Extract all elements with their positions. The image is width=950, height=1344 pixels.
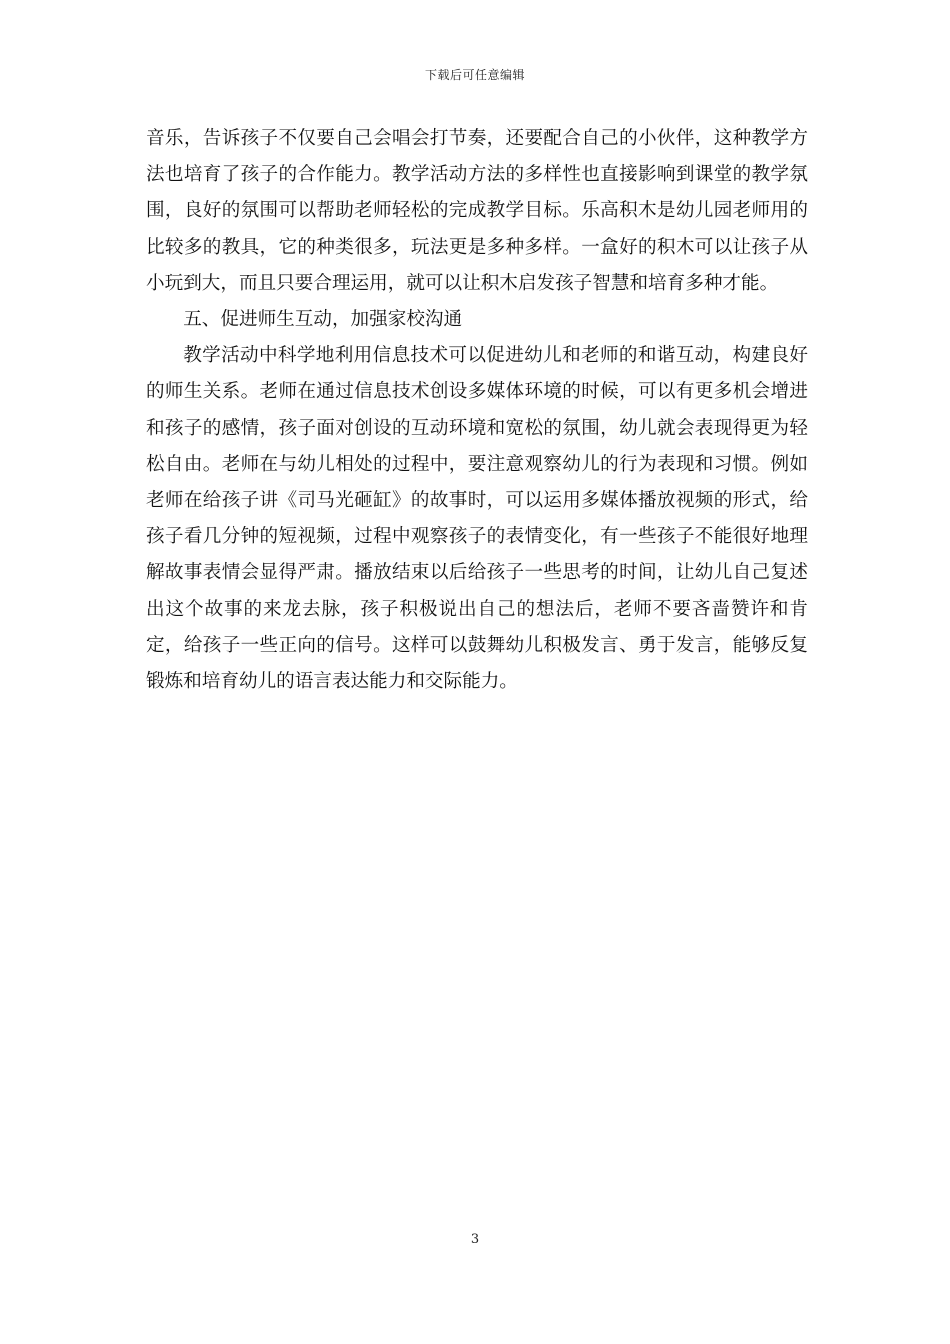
page-number: 3	[470, 1232, 480, 1247]
paragraph: 教学活动中科学地利用信息技术可以促进幼儿和老师的和谐互动，构建良好的师生关系。老师在通过信息技术创设多媒体环境的时候，可以有更多机会增进和孩子的感情，孩子面对创设的互动环境和宽松的氛围，幼儿就会表现得更为轻松自由。老师在与幼儿相处的过程中，要注意观察幼儿的行为表现和习惯。例如老师在给孩子讲《司马光砸缸》的故事时，可以运用多媒体播放视频的形式，给孩子看几分钟的短视频，过程中观察孩子的表情变化，有一些孩子不能很好地理解故事表情会显得严肃。播放结束以后给孩子一些思考的时间，让幼儿自己复述出这个故事的来龙去脉，孩子积极说出自己的想法后，老师不要吝啬赞许和肯定，给孩子一些正向的信号。这样可以鼓舞幼儿积极发言、勇于发言，能够反复锻炼和培育幼儿的语言表达能力和交际能力。	[146, 345, 808, 693]
document-body	[146, 121, 808, 700]
section-heading: 五、促进师生互动，加强家校沟通	[183, 309, 463, 331]
paragraph-continued: 音乐，告诉孩子不仅要自己会唱会打节奏，还要配合自己的小伙伴，这种教学方法也培育了孩子的合作能力。教学活动方法的多样性也直接影响到课堂的教学氛围，良好的氛围可以帮助老师轻松的完成教学目标。乐高积木是幼儿园老师用的比较多的教具，它的种类很多，玩法更是多种多样。一盒好的积木可以让孩子从小玩到大，而且只要合理运用，就可以让积木启发孩子智慧和培育多种才能。	[146, 128, 808, 294]
header-note: 下载后可任意编辑	[424, 68, 525, 82]
